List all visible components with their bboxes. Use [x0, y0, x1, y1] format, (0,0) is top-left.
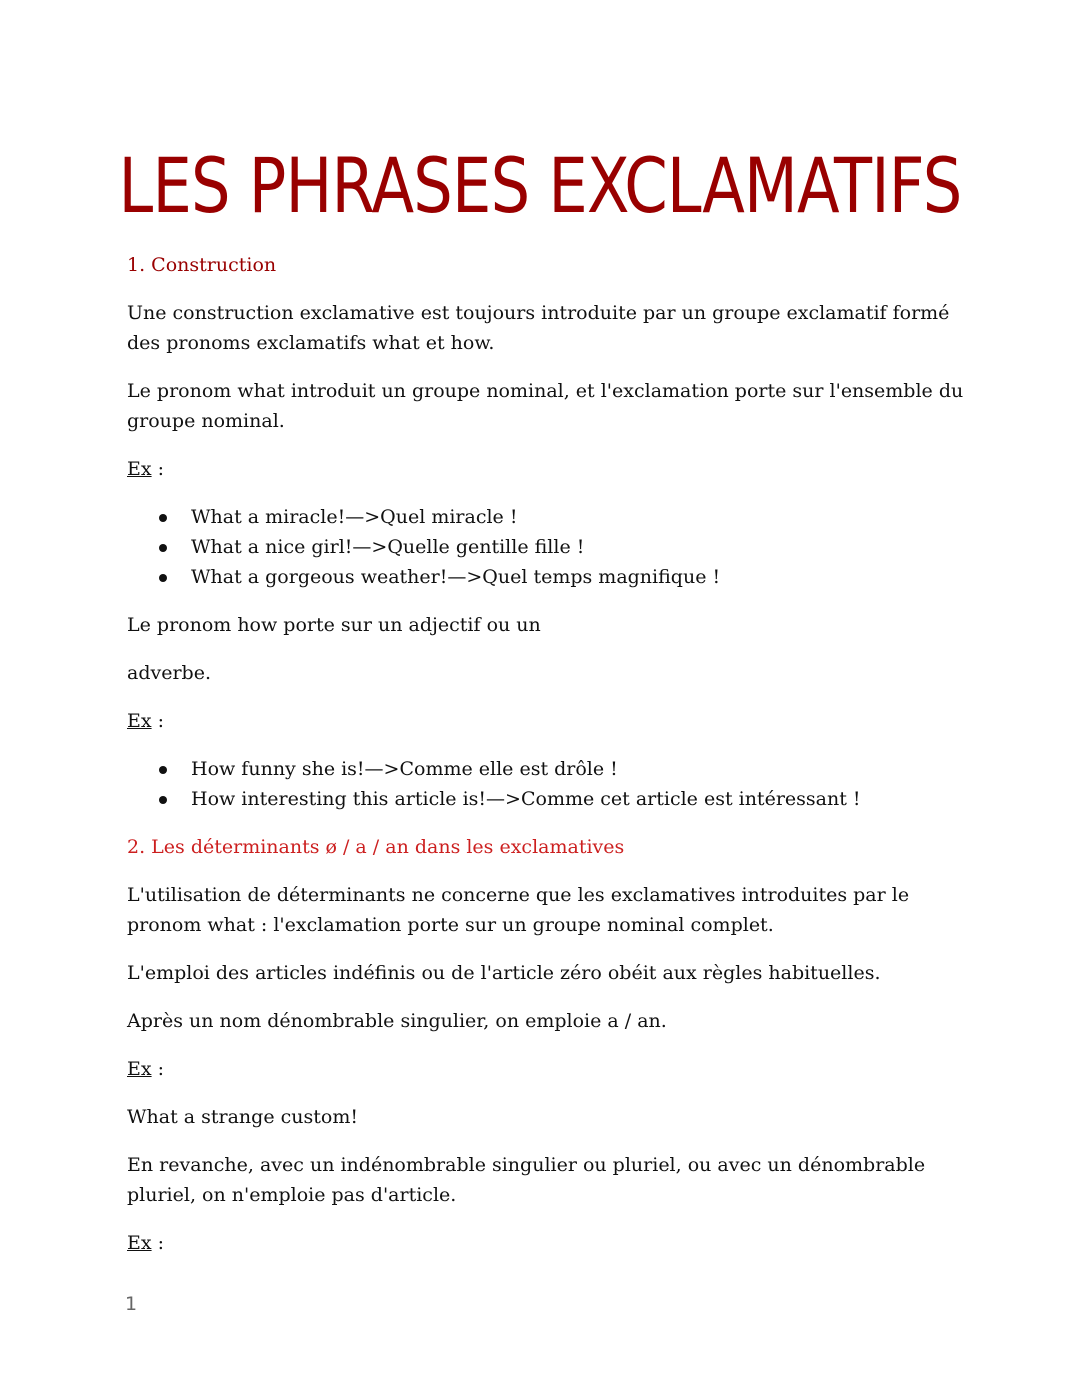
example-label-text: Ex [127, 458, 152, 480]
paragraph: En revanche, avec un indénombrable singulier ou pluriel, ou avec un dénombrable pluriel, on n'emploie pas d'article. [127, 1154, 926, 1206]
list-item: What a gorgeous weather!—>Quel temps magnifique ! [191, 562, 967, 592]
section-heading-determinants: 2. Les déterminants ø / a / an dans les exclamatives [127, 836, 625, 858]
list-item: How interesting this article is!—>Comme cet article est intéressant ! [191, 784, 967, 814]
example-label [127, 1228, 967, 1258]
paragraph: adverbe. [127, 662, 211, 684]
example-label-text: Ex [127, 1058, 152, 1080]
document-title: LES PHRASES EXCLAMATIFS [118, 141, 962, 230]
list-item: What a nice girl!—>Quelle gentille fille ! [191, 532, 967, 562]
example-sentence: What a strange custom! [127, 1106, 358, 1128]
list-item: How funny she is!—>Comme elle est drôle ! [191, 754, 967, 784]
example-label [127, 706, 967, 736]
list-item: What a miracle!—>Quel miracle ! [191, 502, 967, 532]
example-label-colon: : [151, 710, 165, 732]
paragraph: Le pronom how porte sur un adjectif ou un [127, 614, 541, 636]
example-label-text: Ex [127, 1232, 152, 1254]
paragraph: L'emploi des articles indéfinis ou de l'article zéro obéit aux règles habituelles. [127, 962, 881, 984]
example-label-colon: : [151, 1058, 165, 1080]
example-label [127, 454, 967, 484]
section-heading-construction: 1. Construction [127, 254, 277, 276]
paragraph: Après un nom dénombrable singulier, on emploie a / an. [127, 1010, 667, 1032]
paragraph: Le pronom what introduit un groupe nominal, et l'exclamation porte sur l'ensemble du groupe nominal. [127, 380, 964, 432]
document-body [127, 250, 967, 1276]
paragraph: Une construction exclamative est toujours introduite par un groupe exclamatif formé des pronoms exclamatifs what et how. [127, 302, 950, 354]
example-list [127, 754, 967, 814]
example-list [127, 502, 967, 592]
example-label-text: Ex [127, 710, 152, 732]
example-label-colon: : [151, 1232, 165, 1254]
page-number: 1 [125, 1293, 138, 1315]
paragraph: L'utilisation de déterminants ne concerne que les exclamatives introduites par le pronom what : l'exclamation porte sur un groupe nominal complet. [127, 884, 910, 936]
example-label-colon: : [151, 458, 165, 480]
example-label [127, 1054, 967, 1084]
